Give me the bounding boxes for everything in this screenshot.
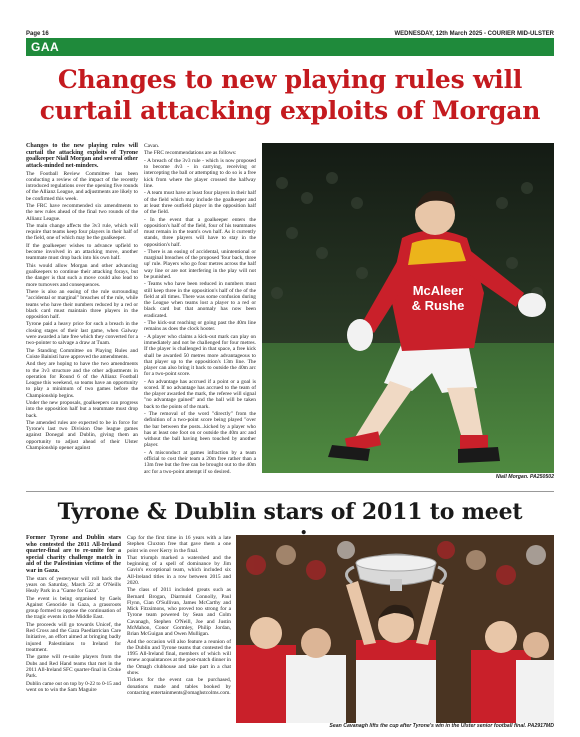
photo-sean-cavanagh (236, 535, 554, 723)
article2-paragraph: That triumph marked a watershed and the beginning of a spell of dominance by Jim Gavin's exceptional team, which included six All-Ireland titles in a row between 2015 and 2020. (127, 554, 231, 586)
page-number: Page 16 (26, 31, 49, 37)
page-header (26, 23, 554, 37)
article1-paragraph: - There is an easing of accidental, unintentional or marginal breaches of the proposed 'four back, three up' rule. Players who go four metres across the half way line or are not interfering in the play will not be punished. (144, 248, 256, 280)
photo-caption-niall-morgan: Niall Morgan. PA250502 (495, 474, 554, 480)
article1-column-1 (26, 143, 138, 452)
article1-paragraph: If the goalkeeper wishes to advance upfield to become involved in an attacking move, another teammate must drop back into his own half. (26, 242, 138, 262)
article2-paragraph: Dublin came out on top by 0-22 to 0-15 and went on to win the Sam Maguire (26, 680, 121, 693)
article-divider (26, 491, 554, 492)
section-label: GAA (31, 40, 60, 54)
article1-paragraph: - Teams who have been reduced in numbers must still keep three in the opposition's half of the of the field at all times. There was some confusion during the League when teams lost a player to a red or black card but that anomaly has now been eradicated. (144, 281, 256, 319)
article2-paragraph: The event is being organised by Gaels Against Genocide in Gaza, a grassroots group formed to oppose the continuation of the tragic events in the Middle East. (26, 595, 121, 621)
article1-paragraph: - The kick-out reaching or going past the 40m line remains as does the clock hooter. (144, 320, 256, 333)
article1-paragraph: The FRC recommendations are as follows: (144, 150, 237, 157)
jersey-sponsor-line-2: & Rushe (411, 298, 465, 313)
article1-paragraph: - In the event that a goalkeeper enters the opposition's half of the field, four of his teammates must remain in the team's own half. As it currently stands, three players will have to stay in the opposition's half. (144, 216, 256, 248)
article1-paragraph: The Football Review Committee has been conducting a review of the impact of the recently introduced regulations over the opening five rounds of the Allianz League, and adjustments are likely to be confirmed this week. (26, 170, 138, 202)
article2-paragraph: The class of 2011 included greats such as Bernard Brogan, Diarmuid Connolly, Paul Flynn, Cian O'Sullivan, James McCarthy and Mick Fitzsimons, who proved too strong for a Tyrone team powered by Sean and Colm Cavanagh, Stephen O'Neill, Joe and Justin McMahon, Conor Gormley, Philip Jordan, Brian McGuigan and Owen Mulligan. (127, 587, 231, 638)
article2-column-2 (127, 535, 231, 697)
article1-paragraph: And they are hoping to have the two amendments to the 3v3 structure and the other adjustments in operation for Round 6 of the Allianz Football League this weekend, so teams have an opportunity to play a minimum of two games before the Championship begins. (26, 361, 138, 399)
article1-column-2 (144, 143, 256, 476)
article2-paragraph: The proceeds will go towards Unicef, the Red Cross and the Gaza Paediatrician Care Initiative, an effort aimed at bringing badly injured Palestinians to Ireland for treatment. (26, 621, 121, 653)
article1-paragraph: - A team must have at least four players in their half of the field which may include the goalkeeper and at least three outfield player in the opposition half of the field. (144, 190, 256, 216)
article2-paragraph: Tickets for the event can be purchased, donations made and tables booked by contacting entertainments@omaghstcolms.com. (127, 677, 231, 696)
jersey-sponsor-line-1: McAleer (412, 283, 464, 298)
photo-niall-morgan (262, 143, 554, 473)
article1-paragraph: This would allow Morgan and other advancing goalkeepers to continue their attacking forays, but the danger is that such a move could also lead to more turnovers and consequences. (26, 262, 138, 288)
article2-paragraph: Cup for the first time in 16 years with a late Stephen Cluxton free that gave them a one point win over Kerry in the final. (127, 535, 231, 554)
article1-paragraph: The Standing Committee on Playing Rules and Coiste Bainistí have approved the amendments. (26, 347, 138, 360)
article2-paragraph: The game will re-unite players from the Dubs and Red Hand teams that met in the 2011 All-Ireland SFC quarter-final in Croke Park. (26, 654, 121, 680)
dateline: WEDNESDAY, 12th March 2025 - COURIER MID-ULSTER (394, 31, 554, 37)
article1-paragraph: The amended rules are expected to be in force for Tyrone's last two Division One league games against Donegal and Dublin, giving them an opportunity to adjust ahead of their Ulster Championship opener against (26, 419, 138, 451)
article1-paragraph: There is also an easing of the rule surrounding "accidental or marginal" breaches of the rule, while teams who have their numbers reduced by a red or black card must maintain three players in the opposition half. (26, 289, 138, 320)
section-bar (26, 38, 554, 56)
article1-paragraph: - A misconduct at games infraction by a team official to cost their team a 20m free rather than a 13m free but the free can be brought out to the 40m arc for a two-point attempt if so desired. (144, 449, 256, 475)
article1-paragraph: Changes to the new playing rules will curtail the attacking exploits of Tyrone goalkeeper Niall Morgan and several other attack-minded net-minders. (26, 143, 138, 169)
article2-paragraph: And the occasion will also feature a reunion of the Dublin and Tyrone teams that contested the 1995 All-Ireland final, members of which will renew acquaintances at the post-match dinner in the Omagh clubhouse and take part in a chat show. (127, 638, 231, 676)
article1-paragraph: - A player who claims a kick-out mark can play on immediately and not be challenged for four metres. If the player is challenged in that space, a free kick shall be awarded 50 metres more advantageous to that player up to the opposition's 13m line. The player can also bring it back to outside the 40m arc for a two-point score. (144, 333, 256, 378)
article1-paragraph: Tyrone paid a heavy price for such a breach in the closing stages of their last game, when Galway were awarded a late free which they converted for a two-pointer to salvage a draw at Tuam. (26, 321, 138, 347)
article1-paragraph: - An advantage has accrued if a point or a goal is scored. If no advantage has accrued to the team of the player awarded the mark, the referee will signal "no advantage gained" and the ball will be taken back to the points of the mark. (144, 378, 256, 410)
article2-column-1 (26, 535, 121, 694)
article2-paragraph: Former Tyrone and Dublin stars who contested the 2011 All-Ireland quarter-final are to re-unite for a special charity challenge match in aid of the Palestinian victims of the war in Gaza. (26, 535, 121, 574)
article2-headline: Tyrone & Dublin stars of 2011 to meet (57, 499, 523, 525)
article1-paragraph: Cavan. (144, 143, 160, 149)
article1-headline: Changes to new playing rules will curtail attacking exploits of Morgan (39, 65, 541, 125)
photo-sean-cavanagh-illustration (236, 535, 554, 723)
article2-paragraph: The stars of yesteryear will roll back the years on Saturday, March 22 at O'Neills Healy Park in a "Game for Gaza". (26, 575, 121, 595)
article1-paragraph: The main change affects the 3v3 rule, which will require that teams keep four players in their half of the field, one of which may be the goalkeeper. (26, 222, 138, 242)
article1-paragraph: Under the new proposals, goalkeepers can progress into the opposition half but a teammate must drop back. (26, 400, 138, 419)
photo-niall-morgan-illustration (262, 143, 554, 473)
article1-paragraph: The FRC have recommended six amendments to the new rules ahead of the final two rounds of the Allianz League. (26, 203, 138, 222)
article1-paragraph: - The removal of the word "directly" from the definition of a two-point score being played "over the bar between the posts...kicked by a player who has at least one foot on or outside the 40m arc and without the ball having been touched by another player. (144, 411, 256, 449)
photo-caption-sean-cavanagh: Sean Cavanagh lifts the cup after Tyrone's win in the Ulster senior football final. PA2917MD (329, 723, 554, 729)
article1-paragraph: - A breach of the 3v3 rule - which is now proposed to become 4v3 - in carrying, receiving or intercepting the ball or attempting to do so is a free kick from where the player crossed the halfway line. (144, 157, 256, 189)
